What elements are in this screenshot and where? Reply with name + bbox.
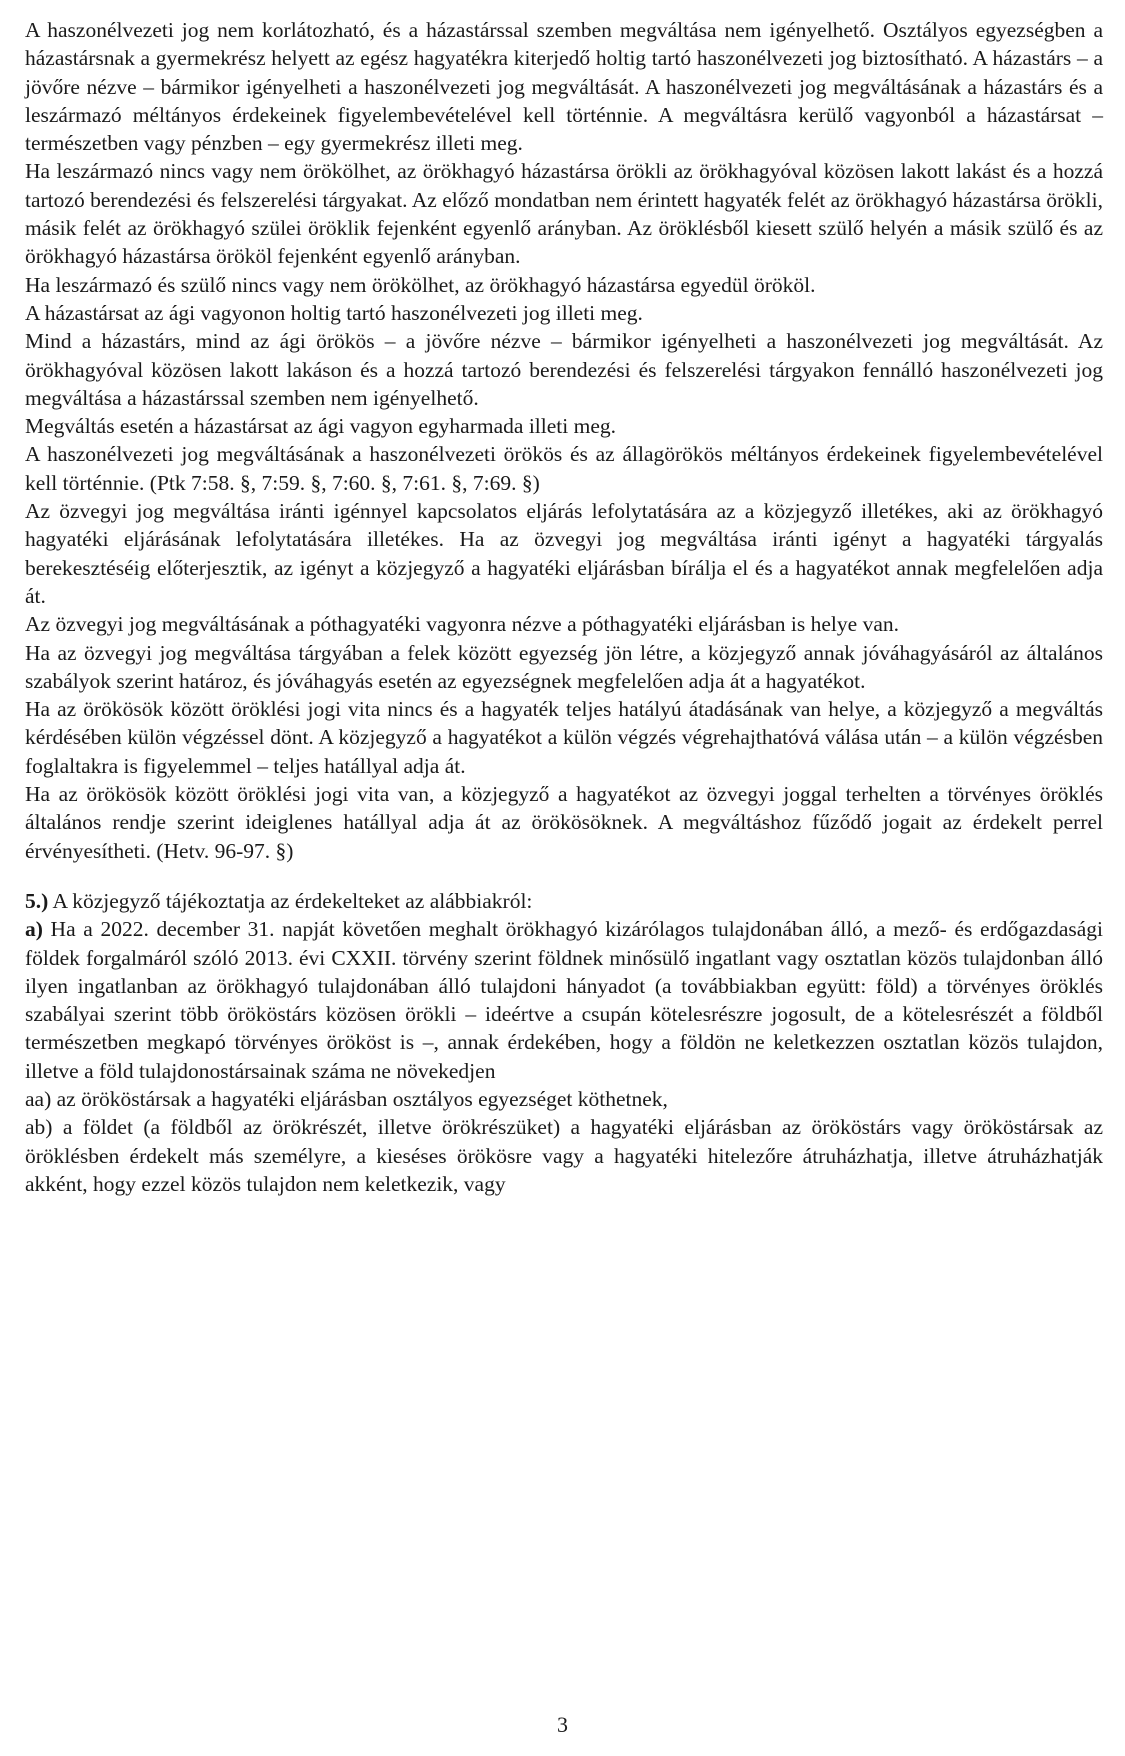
section-5-point-a bbox=[25, 915, 1103, 1085]
paragraph-6: Megváltás esetén a házastársat az ági vagyon egyharmada illeti meg. bbox=[25, 414, 616, 439]
section-5-point-aa: aa) az örököstársak a hagyatéki eljárásban osztályos egyezséget köthetnek, bbox=[25, 1086, 668, 1111]
section-5-number: 5.) bbox=[25, 888, 49, 913]
paragraph-8: Az özvegyi jog megváltása iránti igénnyel kapcsolatos eljárás lefolytatására az a közjegyző illetékes, aki az örökhagyó hagyatéki eljárásának lefolytatására illetékes. Ha az özvegyi jog megváltása iránti igényt a hagyatéki tárgyalás berekesztéséig előterjesztik, az igényt a közjegyző a hagyatéki eljárásban bírálja el és a hagyatékot annak megfelelően adja át. bbox=[25, 499, 1103, 608]
point-a-text: Ha a 2022. december 31. napját követően meghalt örökhagyó kizárólagos tulajdonában álló, a mező- és erdőgazdasági földek forgalmáról szóló 2013. évi CXXII. törvény szerint földnek minősülő ingatlant vagy osztatlan közös tulajdonban álló ilyen ingatlanban az örökhagyó tulajdonában álló tulajdoni hányadot (a továbbiakban együtt: föld) a törvényes öröklés szabályai szerint több örököstárs közösen örökli – ideértve a csupán kötelesrészre jogosult, de a kötelesrészét a földből természetben megkapó törvényes örököst is –, annak érdekében, hogy a földön ne keletkezzen osztatlan közös tulajdon, illetve a föld tulajdonostársainak száma ne növekedjen bbox=[25, 917, 1103, 1083]
paragraph-5: Mind a házastárs, mind az ági örökös – a jövőre nézve – bármikor igényelheti a haszonélvezeti jog megváltását. Az örökhagyóval közösen lakott lakáson és a hozzá tartozó berendezési és felszerelési tárgyakon fennálló haszonélvezeti jog megváltása a házastárssal szemben nem igényelhető. bbox=[25, 329, 1103, 410]
section-5-title: A közjegyző tájékoztatja az érdekelteket az alábbiakról: bbox=[48, 888, 533, 913]
paragraph-7: A haszonélvezeti jog megváltásának a haszonélvezeti örökös és az állagörökös méltányos érdekeinek figyelembevételével kell történnie. (Ptk 7:58. §, 7:59. §, 7:60. §, 7:61. §, 7:69. §) bbox=[25, 442, 1103, 495]
paragraph-3: Ha leszármazó és szülő nincs vagy nem örökölhet, az örökhagyó házastársa egyedül örököl. bbox=[25, 272, 816, 297]
paragraph-9: Az özvegyi jog megváltásának a póthagyatéki vagyonra nézve a póthagyatéki eljárásban is helye van. bbox=[25, 612, 899, 637]
paragraph-10: Ha az özvegyi jog megváltása tárgyában a felek között egyezség jön létre, a közjegyző annak jóváhagyásáról az általános szabályok szerint határoz, és jóváhagyás esetén az egyezségnek megfelelően adja át a hagyatékot. bbox=[25, 640, 1103, 693]
paragraph-4: A házastársat az ági vagyonon holtig tartó haszonélvezeti jog illeti meg. bbox=[25, 300, 643, 325]
section-5-point-ab: ab) a földet (a földből az örökrészét, illetve örökrészüket) a hagyatéki eljárásban az örököstárs vagy örököstársak az öröklésben érdekelt más személyre, a kieséses örökösre vagy a hagyatéki hitelezőre átruházhatja, illetve átruházhatják akként, hogy ezzel közös tulajdon nem keletkezik, vagy bbox=[25, 1115, 1103, 1196]
paragraph-2: Ha leszármazó nincs vagy nem örökölhet, az örökhagyó házastársa örökli az örökhagyóval közösen lakott lakást és a hozzá tartozó berendezési és felszerelési tárgyakat. Az előző mondatban nem érintett hagyaték felét az örökhagyó házastársa örökli, másik felét az örökhagyó szülei öröklik fejenként egyenlő arányban. Az öröklésből kiesett szülő helyén a másik szülő és az örökhagyó házastársa örököl fejenként egyenlő arányban. bbox=[25, 159, 1103, 269]
paragraph-1: A haszonélvezeti jog nem korlátozható, és a házastárssal szemben megváltása nem igényelhető. Osztályos egyezségben a házastársnak a gyermekrész helyett az egész hagyatékra kiterjedő holtig tartó haszonélvezeti jog biztosítható. A házastárs – a jövőre nézve – bármikor igényelheti a haszonélvezeti jog megváltását. A haszonélvezeti jog megváltásának a házastárs és a leszármazó méltányos érdekeinek figyelembevételével kell történnie. A megváltásra kerülő vagyonból a házastársat – természetben vagy pénzben – egy gyermekrész illeti meg. bbox=[25, 18, 1103, 156]
section-5-heading bbox=[25, 887, 1103, 915]
document-page bbox=[25, 16, 1103, 1198]
paragraph-11: Ha az örökösök között öröklési jogi vita nincs és a hagyaték teljes hatályú átadásának van helye, a közjegyző a megváltás kérdésében külön végzéssel dönt. A közjegyző a hagyatékot a külön végzés végrehajthatóvá válása után – a külön végzésben foglaltakra is figyelemmel – teljes hatállyal adja át. bbox=[25, 697, 1103, 778]
page-number: 3 bbox=[557, 1712, 568, 1737]
paragraph-12: Ha az örökösök között öröklési jogi vita van, a közjegyző a hagyatékot az özvegyi joggal terhelten a törvényes öröklés általános rendje szerint ideiglenes hatállyal adja át az örökösöknek. A megváltáshoz fűződő jogait az érdekelt perrel érvényesítheti. (Hetv. 96-97. §) bbox=[25, 782, 1103, 863]
point-a-label: a) bbox=[25, 917, 43, 942]
